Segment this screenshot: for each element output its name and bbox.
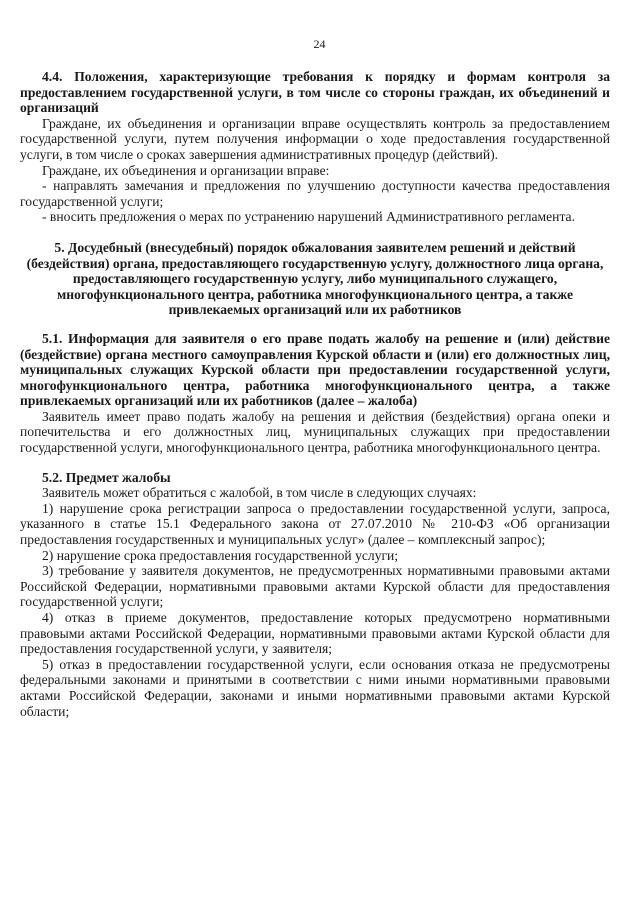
section-4-4-paragraph-1: Граждане, их объединения и организации вправе осуществлять контроль за предоставлением государственной услуги, путем получения информации о ходе предоставления государственной услуги, в том числе о сроках завершения административных процедур (действий). bbox=[20, 115, 610, 162]
section-5-2-item-2: 2) нарушение срока предоставления государственной услуги; bbox=[42, 547, 399, 563]
section-5-2-item-4: 4) отказ в приеме документов, предоставление которых предусмотрено нормативными правовыми актами Российской Федерации, нормативными правовыми актами Курской области для предоставления государственной услуги, у заявителя; bbox=[20, 610, 610, 657]
page-number: 24 bbox=[313, 37, 326, 51]
section-5-1-heading: 5.1. Информация для заявителя о его праве подать жалобу на решение и (или) действие (бездействие) органа местного самоуправления Курской области и (или) его должностных лиц, муниципальных служащих Курской области при предоставлении государственной услуги, многофункционального центра, работника многофункционального центра, а также привлекаемых организаций или их работников (далее – жалоба) bbox=[20, 330, 610, 409]
section-4-4-paragraph-2: Граждане, их объединения и организации вправе: bbox=[42, 162, 330, 178]
section-5-2-item-3: 3) требование у заявителя документов, не предусмотренных нормативными правовыми актами Российской Федерации, нормативными правовыми актами Курской области для предоставления государственной услуги; bbox=[20, 563, 610, 610]
section-4-4-list-item-1: - направлять замечания и предложения по улучшению доступности качества предоставления государственной услуги; bbox=[20, 178, 610, 209]
section-5-heading: 5. Досудебный (внесудебный) порядок обжалования заявителем решений и действий (бездействия) органа, предоставляющего государственную услугу, должностного лица органа, предоставляющего государственную услугу, либо муниципального служащего, многофункционального центра, работника многофункционального центра, а также привлекаемых организаций или их работников bbox=[26, 239, 604, 318]
section-5-2-item-5: 5) отказ в предоставлении государственной услуги, если основания отказа не предусмотрены федеральными законами и принятыми в соответствии с ними иными нормативными правовыми актами Российской Федерации, законами и иными нормативными правовыми актами Курской области; bbox=[20, 656, 610, 719]
section-5-2-intro: Заявитель может обратиться с жалобой, в том числе в следующих случаях: bbox=[42, 485, 477, 501]
section-4-4-heading: 4.4. Положения, характеризующие требования к порядку и формам контроля за предоставлением государственной услуги, в том числе со стороны граждан, их объединений и организаций bbox=[20, 69, 610, 116]
section-5-2-item-1: 1) нарушение срока регистрации запроса о предоставлении государственной услуги, запроса, указанного в статье 15.1 Федерального закона от 27.07.2010 № 210-ФЗ «Об организации предоставления государственных и муниципальных услуг» (далее – комплексный запрос); bbox=[20, 500, 610, 548]
page-content bbox=[20, 69, 610, 719]
section-5-1-paragraph-1: Заявитель имеет право подать жалобу на решения и действия (бездействия) органа опеки и попечительства и его должностных лиц, муниципальных служащих при предоставлении государственной услуги, многофункционального центра, работника многофункционального центра. bbox=[20, 408, 610, 456]
section-5-2-heading: 5.2. Предмет жалобы bbox=[42, 469, 171, 485]
section-4-4-list-item-2: - вносить предложения о мерах по устранению нарушений Административного регламента. bbox=[42, 209, 575, 225]
